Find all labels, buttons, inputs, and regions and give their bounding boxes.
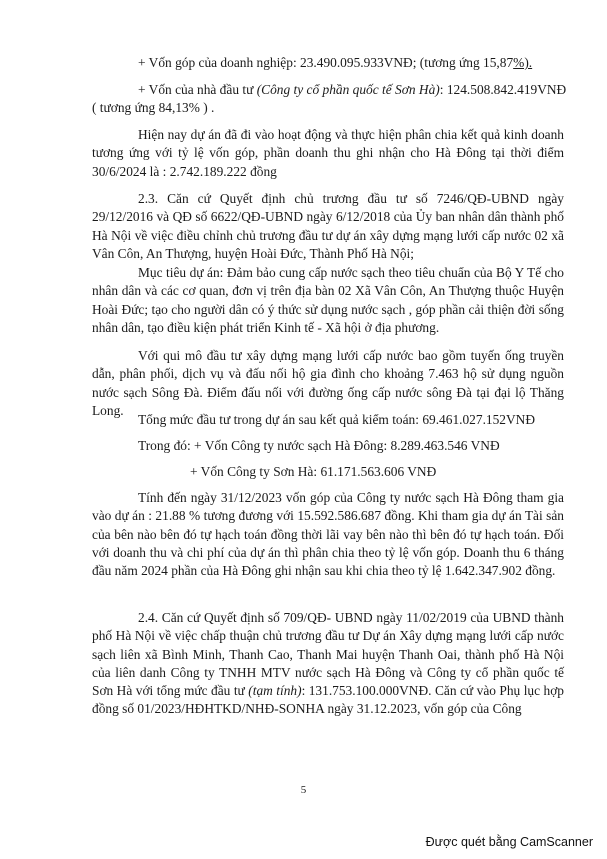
paragraph-2-3-decision: 2.3. Căn cứ Quyết định chủ trương đầu tư số 7246/QĐ-UBND ngày 29/12/2016 và QĐ số 6622/QĐ-UBND ngày 6/12/2018 của Ủy ban nhân dân thành phố Hà Nội về việc điều chỉnh chủ trương đầu tư dự án xây dựng mạng lưới cấp nước 02 xã Vân Côn, An Thượng, huyện Hoài Đức, Thành Phố Hà Nội; xyxy=(92,191,564,261)
page-number: 5 xyxy=(300,784,307,796)
paragraph-project-objective: Mục tiêu dự án: Đảm bảo cung cấp nước sạch theo tiêu chuẩn của Bộ Y Tế cho nhân dân và các cơ quan, đơn vị trên địa bàn 02 Xã Vân Côn, An Thượng thuộc Huyện Hoài Đức; tạo cho người dân có ý thức sử dụng nước sạch , góp phần cải thiện đời sống nhân dân, tạo điều kiện phát triển Kinh tế - Xã hội ở địa phương. xyxy=(92,265,564,335)
capital-sonha-line: + Vốn Công ty Sơn Hà: 61.171.563.606 VNĐ xyxy=(190,464,437,479)
paragraph-investment-scale: Với qui mô đầu tư xây dựng mạng lưới cấp nước bao gồm tuyến ống truyền dẫn, phân phối, dịch vụ và đấu nối hộ gia đình cho khoảng 7.463 hộ sử dụng nguồn nước sạch Sông Đà. Điểm đấu nối với đường ống cấp nước sông Đà tại đại lộ Thăng Long. xyxy=(92,348,564,418)
paragraph-2-4-decision: 2.4. Căn cứ Quyết định số 709/QĐ- UBND ngày 11/02/2019 của UBND thành phố Hà Nội về việc chấp thuận chủ trương đầu tư Dự án Xây dựng mạng lưới cấp nước sạch liên xã Bình Minh, Thanh Cao, Thanh Mai huyện Thanh Oai, thành phố Hà Nội của liên danh Công ty TNHH MTV nước sạch Hà Đông và Công ty cổ phần quốc tế Sơn Hà với tổng mức đầu tư (tạm tính): 131.753.100.000VNĐ. Căn cứ vào Phụ lục hợp đồng số 01/2023/HĐHTKD/NHĐ-SONHA ngày 31.12.2023, vốn góp của Công xyxy=(92,610,564,717)
capital-investor-ratio: ( tương ứng 84,13% ) . xyxy=(92,100,215,115)
capital-contribution-enterprise: + Vốn góp của doanh nghiệp: 23.490.095.933VNĐ; (tương ứng 15,87%). xyxy=(138,55,533,70)
paragraph-revenue-split: Hiện nay dự án đã đi vào hoạt động và thực hiện phân chia kết quả kinh doanh tương ứng với tỷ lệ vốn góp, phần doanh thu ghi nhận cho Hà Đông tại thời điểm 30/6/2024 là : 2.742.189.222 đồng xyxy=(92,127,564,179)
total-investment-line: Tổng mức đầu tư trong dự án sau kết quả kiểm toán: 69.461.027.152VNĐ xyxy=(138,412,536,427)
paragraph-contribution-ratio: Tính đến ngày 31/12/2023 vốn góp của Công ty nước sạch Hà Đông tham gia vào dự án : 21.88 % tương đương với 15.592.586.687 đồng. Khi tham gia dự án Tài sản của bên nào bên đó tự hạch toán đồng thời lãi vay bên nào thì bên đó tự hạch toán. Đối với doanh thu và chi phí của dự án thì phân chia theo tỷ lệ vốn góp. Doanh thu 6 tháng đầu năm 2024 phần của Hà Đông ghi nhận sau khi chia theo tỷ lệ 1.642.347.902 đồng. xyxy=(92,490,564,579)
camscanner-watermark: Được quét bằng CamScanner xyxy=(425,835,593,849)
capital-breakdown-line: Trong đó: + Vốn Công ty nước sạch Hà Đông: 8.289.463.546 VNĐ xyxy=(138,438,500,453)
capital-investor-line: + Vốn của nhà đầu tư (Công ty cổ phần quốc tế Sơn Hà): 124.508.842.419VNĐ xyxy=(138,82,567,97)
